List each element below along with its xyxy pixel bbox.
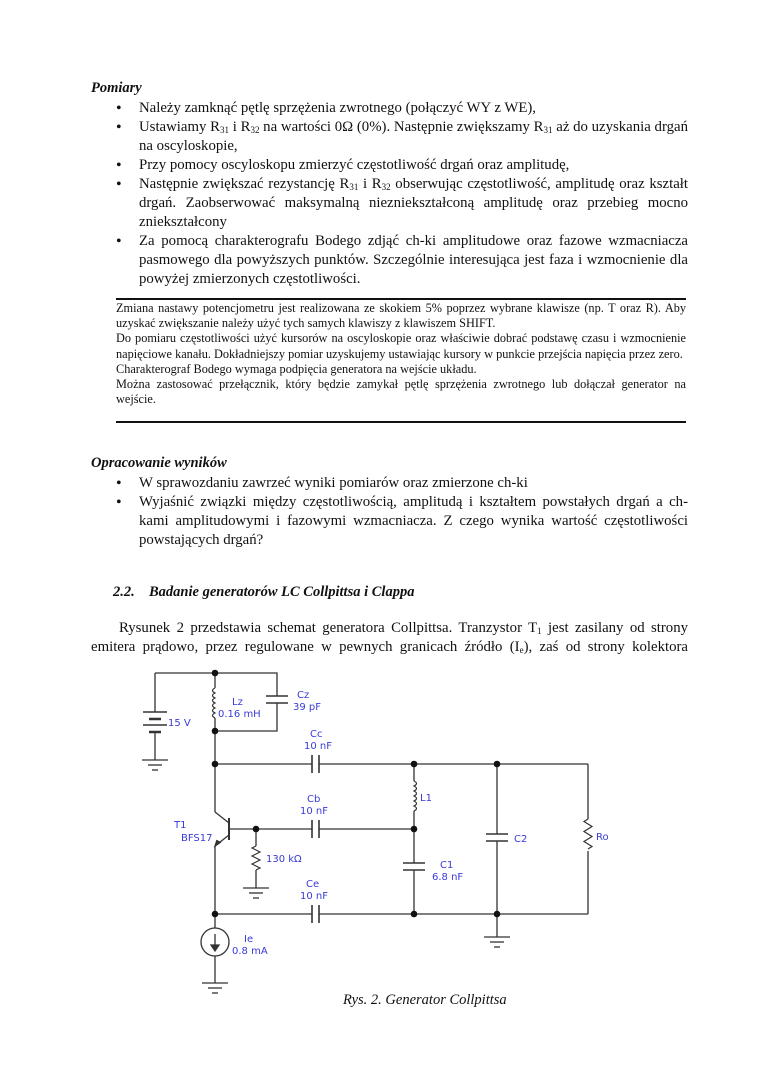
body-text: jest zasilany od strony emitera prądowo, przez regulowane w pewnych granicach źródło (I <box>91 620 688 655</box>
note-paragraph: Charakterograf Bodego wymaga podpięcia generatora na wejście układu. <box>116 361 477 376</box>
current-source-icon <box>201 928 229 956</box>
list-item-text: Wyjaśnić związki między częstotliwością, amplitudą i kształtem powstałych drgań a ch-kami amplitudowymi i fazowymi wzmacniacza. Z czego wynika wartość częstotliwości powstających drgań? <box>139 494 688 548</box>
l1-name: L1 <box>420 793 432 804</box>
ie-value: 0.8 mA <box>232 946 268 957</box>
list-item-text: i R <box>229 119 251 135</box>
list-item-text: Należy zamknąć pętlę sprzężenia zwrotnego (połączyć WY z WE), <box>139 100 536 116</box>
subscript: 31 <box>220 125 229 135</box>
list-item-text: Za pomocą charakterografu Bodego zdjąć ch-ki amplitudowe oraz fazowe wzmacniacza pasmowego dla powyższych punktów. Szczególnie interesująca jest faza i wzmocnienie dla powyżej zmierzonych częstotliwości. <box>139 233 688 287</box>
subscript: 31 <box>543 125 553 135</box>
note-paragraph: Do pomiaru częstotliwości użyć kursorów na oscyloskopie oraz właściwie dobrać podstawę czasu i wzmocnienie napięciowe kanału. Dokładniejszy pomiar uzyskujemy ustawiając kursory w punkcie przejścia napięcia przez zero. <box>116 331 686 361</box>
cb-name: Cb <box>307 794 321 805</box>
ce-value: 10 nF <box>300 891 328 902</box>
body-text: Rysunek 2 przedstawia schemat generatora Collpittsa. Tranzystor T <box>119 620 538 636</box>
c1-name: C1 <box>440 860 454 871</box>
lz-name: Lz <box>232 697 243 708</box>
list-item-text: Przy pomocy oscyloskopu zmierzyć częstotliwość drgań oraz amplitudę, <box>139 157 570 173</box>
ie-name: Ie <box>244 934 254 945</box>
list-item-text: Następnie zwiększać rezystancję R <box>139 176 350 192</box>
ro-name: Ro <box>596 832 609 843</box>
body-text: ), zaś od strony kolektora <box>523 639 688 655</box>
cz-value: 39 pF <box>293 702 322 713</box>
subscript: 1 <box>537 626 542 636</box>
ce-name: Ce <box>306 879 320 890</box>
t1-value: BFS17 <box>181 833 213 844</box>
c2-name: C2 <box>514 834 528 845</box>
subscript: 31 <box>349 182 359 192</box>
list-item-text: obserwując częstotliwość, amplitudę oraz kształt drgań. Zaobserwować maksymalną niezniekształconą amplitudę oraz przebieg mocno zniekształcony <box>139 176 688 230</box>
list-item-text: aż do uzyskania drgań na oscyloskopie, <box>139 119 688 154</box>
note-paragraph: Zmiana nastawy potencjometru jest realizowana ze skokiem 5% poprzez wybrane klawisze (np. T oraz R). Aby uzyskać zwiększanie należy użyć tych samych klawiszy z klawiszem SHIFT. <box>116 301 686 331</box>
subscript: e <box>519 645 524 655</box>
section-number: 2.2. <box>113 584 135 600</box>
list-item-text: i R <box>358 176 382 192</box>
subscript: 32 <box>250 125 260 135</box>
section-title: Badanie generatorów LC Collpittsa i Clappa <box>149 584 415 600</box>
t1-name: T1 <box>174 820 187 831</box>
figure-caption: Rys. 2. Generator Collpittsa <box>343 992 507 1008</box>
battery-icon <box>143 712 167 732</box>
battery-label: 15 V <box>168 718 191 729</box>
lz-value: 0.16 mH <box>218 709 261 720</box>
cz-name: Cz <box>297 690 310 701</box>
rb-value: 130 kΩ <box>266 854 302 865</box>
subscript: 32 <box>381 182 391 192</box>
note-paragraph: Można zastosować przełącznik, który będzie zamykał pętlę sprzężenia zwrotnego lub dołączał generator na wejście. <box>116 377 686 407</box>
transistor-icon <box>215 812 229 846</box>
cc-name: Cc <box>310 729 323 740</box>
cb-value: 10 nF <box>300 806 328 817</box>
pomiary-heading: Pomiary <box>91 80 142 96</box>
opracowanie-heading: Opracowanie wyników <box>91 455 227 471</box>
list-item-text: W sprawozdaniu zawrzeć wyniki pomiarów oraz zmierzone ch-ki <box>139 475 528 491</box>
c1-value: 6.8 nF <box>432 872 464 883</box>
list-item-text: Ustawiamy R <box>139 119 220 135</box>
list-item-text: na wartości 0Ω (0%). Następnie zwiększamy R <box>259 119 544 135</box>
cc-value: 10 nF <box>304 741 332 752</box>
